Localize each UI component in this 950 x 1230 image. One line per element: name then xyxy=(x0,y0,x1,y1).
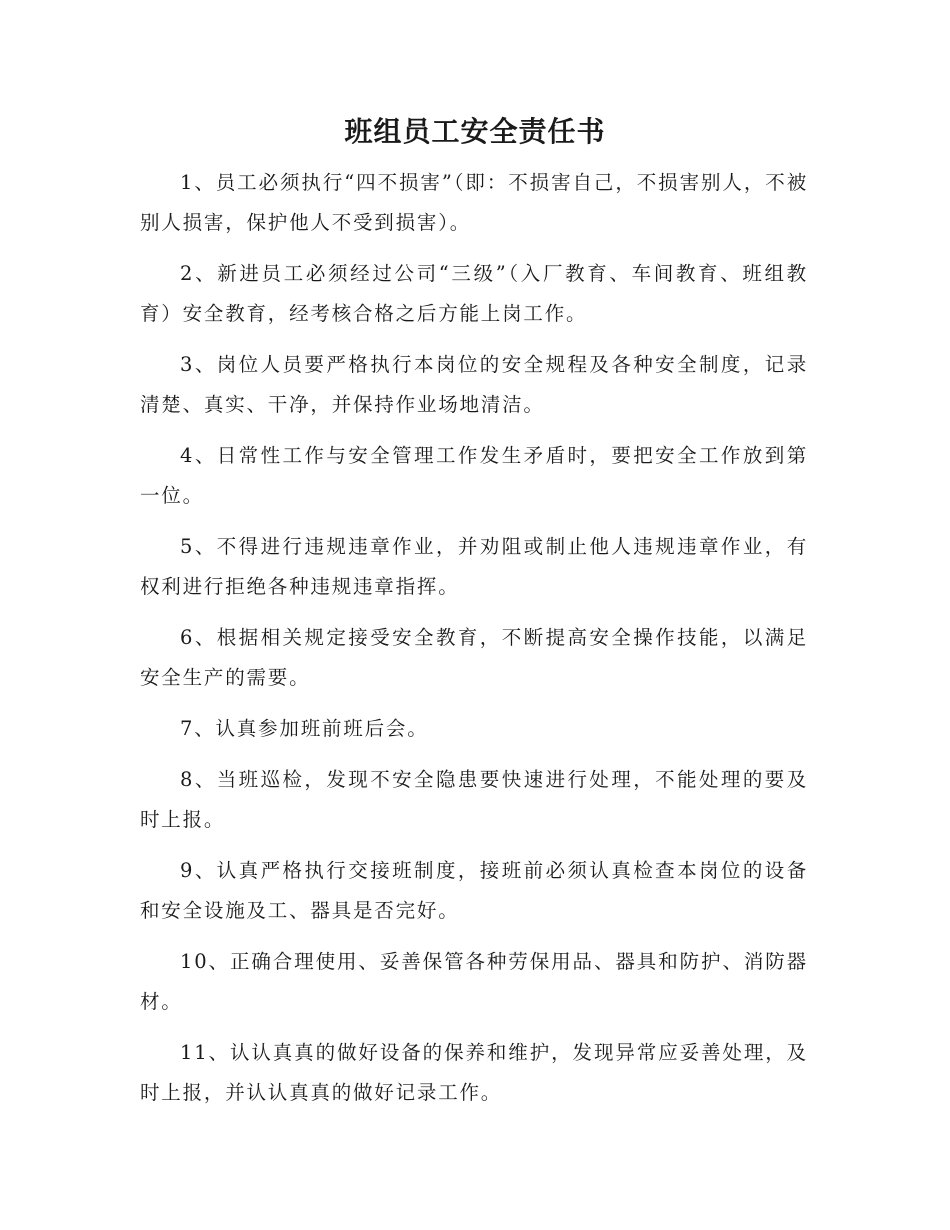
document-title: 班组员工安全责任书 xyxy=(344,115,606,148)
clause-item-8: 8、当班巡检，发现不安全隐患要快速进行处理，不能处理的要及时上报。 xyxy=(140,768,808,831)
clause-item-10: 10、正确合理使用、妥善保管各种劳保用品、器具和防护、消防器材。 xyxy=(140,950,808,1013)
clause-list xyxy=(140,163,808,1124)
clause-item-1: 1、员工必须执行“四不损害”（即：不损害自己，不损害别人，不被别人损害，保护他人不受到损害）。 xyxy=(140,171,808,234)
clause-item-9: 9、认真严格执行交接班制度，接班前必须认真检查本岗位的设备和安全设施及工、器具是否完好。 xyxy=(140,859,808,922)
clause-item-7: 7、认真参加班前班后会。 xyxy=(180,717,429,740)
clause-item-5: 5、不得进行违规违章作业，并劝阻或制止他人违规违章作业，有权利进行拒绝各种违规违章指挥。 xyxy=(140,535,808,598)
clause-item-2: 2、新进员工必须经过公司“三级”（入厂教育、车间教育、班组教育）安全教育，经考核合格之后方能上岗工作。 xyxy=(140,262,808,325)
clause-item-3: 3、岗位人员要严格执行本岗位的安全规程及各种安全制度，记录清楚、真实、干净，并保持作业场地清洁。 xyxy=(140,353,808,416)
clause-item-11: 11、认认真真的做好设备的保养和维护，发现异常应妥善处理，及时上报，并认认真真的做好记录工作。 xyxy=(140,1041,808,1104)
clause-item-6: 6、根据相关规定接受安全教育，不断提高安全操作技能，以满足安全生产的需要。 xyxy=(140,626,808,689)
clause-item-4: 4、日常性工作与安全管理工作发生矛盾时，要把安全工作放到第一位。 xyxy=(140,444,808,507)
